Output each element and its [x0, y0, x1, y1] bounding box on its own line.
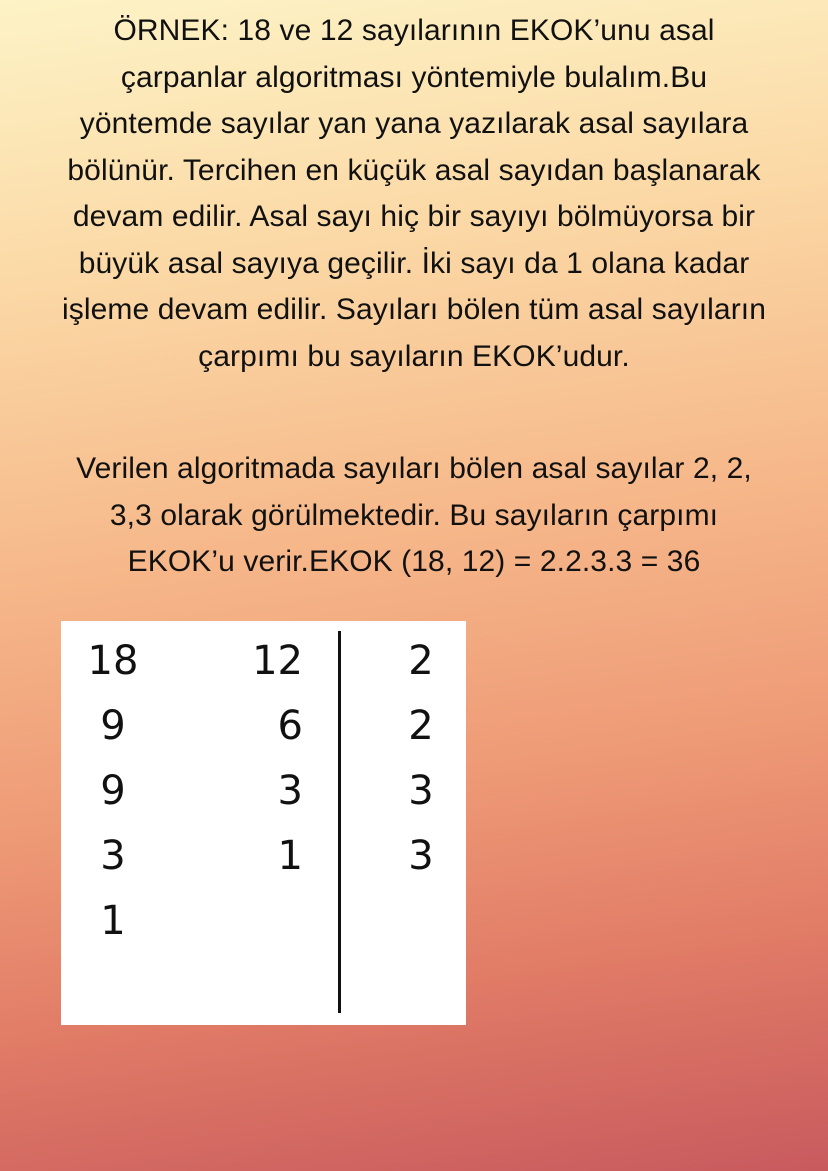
example-line: devam edilir. Asal sayı hiç bir sayıyı bölmüyorsa bir — [72, 200, 756, 233]
example-line: çarpanlar algoritması yöntemiyle bulalım.Bu — [120, 60, 708, 94]
prime-divisor: 2 — [408, 703, 434, 749]
prime-divisor: 2 — [408, 638, 434, 684]
example-paragraph — [0, 8, 828, 380]
result-line: EKOK’u verir.EKOK (18, 12) = 2.2.3.3 = 36 — [127, 545, 701, 578]
result-line: Verilen algoritmada sayıları bölen asal sayılar 2, 2, — [76, 452, 752, 485]
prime-divisor: 3 — [408, 768, 434, 814]
first-column-value: 18 — [87, 638, 139, 684]
example-line: işleme devam edilir. Sayıları bölen tüm asal sayıların — [61, 293, 767, 326]
second-column-value: 3 — [277, 768, 303, 814]
second-column-value: 6 — [277, 703, 303, 749]
example-line: ÖRNEK: 18 ve 12 sayılarının EKOK’unu asal — [113, 14, 715, 47]
first-column-value: 1 — [100, 898, 126, 944]
example-line: bölünür. Tercihen en küçük asal sayıdan başlanarak — [67, 153, 761, 187]
result-line: 3,3 olarak görülmektedir. Bu sayıların çarpımı — [109, 498, 719, 532]
first-column-value: 3 — [100, 833, 126, 879]
example-line: büyük asal sayıya geçilir. İki sayı da 1 olana kadar — [78, 246, 750, 280]
example-line: yöntemde sayılar yan yana yazılarak asal sayılara — [79, 107, 749, 140]
first-column-value: 9 — [100, 703, 126, 749]
second-column-value: 12 — [252, 638, 303, 684]
example-line: çarpımı bu sayıların EKOK’udur. — [198, 339, 630, 373]
second-column-value: 1 — [277, 833, 303, 879]
table-divider-line — [338, 631, 341, 1013]
division-table — [61, 621, 466, 1025]
prime-divisor: 3 — [408, 833, 434, 879]
first-column-value: 9 — [100, 768, 126, 814]
result-paragraph — [0, 446, 828, 586]
